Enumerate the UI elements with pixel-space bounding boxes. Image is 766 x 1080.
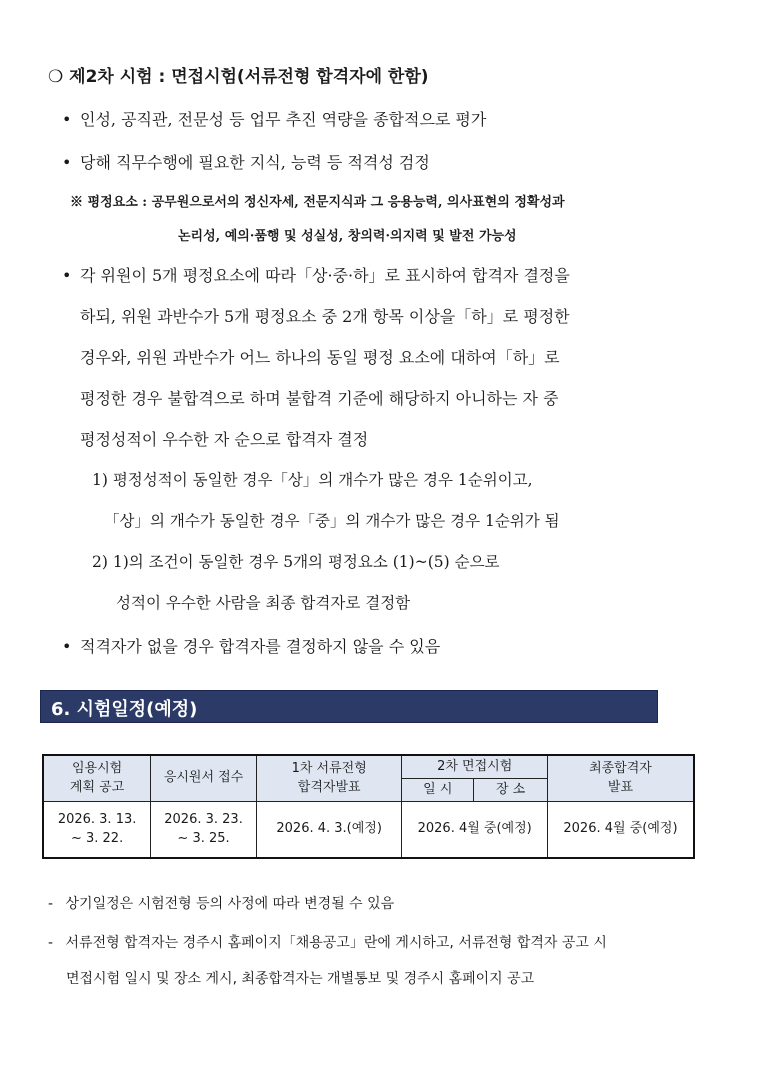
cell-apply bbox=[151, 802, 257, 858]
cell-plan-line1: 2026. 3. 13. bbox=[57, 811, 137, 827]
header-second-place: 장 소 bbox=[474, 778, 548, 801]
bullet-item bbox=[62, 634, 440, 657]
cell-final: 2026. 4월 중(예정) bbox=[547, 802, 694, 858]
bullet-icon: • bbox=[62, 110, 72, 129]
note-text: 상기일정은 시험전형 등의 사정에 따라 변경될 수 있음 bbox=[65, 896, 395, 912]
bullet-item bbox=[62, 263, 570, 286]
cell-plan bbox=[43, 802, 151, 858]
section-title: 6. 시험일정(예정) bbox=[51, 699, 198, 720]
bullet-continuation: 경우와, 위원 과반수가 어느 하나의 동일 평정 요소에 대하여「하」로 bbox=[80, 348, 560, 367]
schedule-table bbox=[42, 754, 695, 859]
schedule-note-1 bbox=[48, 893, 394, 913]
header-first-line2: 합격자발표 bbox=[297, 779, 361, 795]
header-first-line1: 1차 서류전형 bbox=[291, 760, 367, 776]
bullet-text: 적격자가 없을 경우 합격자를 결정하지 않을 수 있음 bbox=[80, 637, 441, 656]
bullet-text: 당해 직무수행에 필요한 지식, 능력 등 적격성 검정 bbox=[80, 153, 430, 172]
bullet-icon: • bbox=[62, 153, 72, 172]
cell-first-stage: 2026. 4. 3.(예정) bbox=[256, 802, 402, 858]
bullet-item bbox=[62, 107, 486, 130]
exam-stage2-heading bbox=[48, 62, 429, 87]
header-first-stage bbox=[256, 755, 402, 802]
header-final-line1: 최종합격자 bbox=[589, 760, 652, 776]
circle-bullet-icon: ❍ bbox=[48, 67, 64, 87]
dash-icon: - bbox=[48, 896, 54, 912]
heading-text: 제2차 시험 : 면접시험(서류전형 합격자에 한함) bbox=[69, 67, 429, 87]
cell-plan-line2: ~ 3. 22. bbox=[70, 830, 124, 846]
bullet-icon: • bbox=[62, 637, 72, 656]
note-text: 서류전형 합격자는 경주시 홈페이지「채용공고」란에 게시하고, 서류전형 합격자 공고 시 bbox=[65, 935, 607, 951]
schedule-note-2-continuation: 면접시험 일시 및 장소 게시, 최종합격자는 개별통보 및 경주시 홈페이지 공고 bbox=[66, 971, 535, 987]
tie-rule-1-line1: 1) 평정성적이 동일한 경우「상」의 개수가 많은 경우 1순위이고, bbox=[92, 471, 533, 489]
header-final-line2: 발표 bbox=[607, 779, 634, 795]
schedule-note-2 bbox=[48, 932, 607, 952]
evaluation-note-line1: ※ 평정요소 : 공무원으로서의 정신자세, 전문지식과 그 응용능력, 의사표현의 정확성과 bbox=[70, 195, 565, 210]
header-plan-line2: 계획 공고 bbox=[69, 779, 125, 795]
section-title-bar bbox=[40, 690, 658, 723]
bullet-icon: • bbox=[62, 266, 72, 285]
header-second-stage: 2차 면접시험 bbox=[402, 755, 548, 778]
bullet-continuation: 평정한 경우 불합격으로 하며 불합격 기준에 해당하지 아니하는 자 중 bbox=[80, 389, 559, 408]
bullet-continuation: 하되, 위원 과반수가 5개 평정요소 중 2개 항목 이상을「하」로 평정한 bbox=[80, 307, 570, 326]
header-final bbox=[547, 755, 694, 802]
evaluation-note-line2: 논리성, 예의·품행 및 성실성, 창의력·의지력 및 발전 가능성 bbox=[178, 229, 517, 244]
dash-icon: - bbox=[48, 935, 54, 951]
tie-rule-2-line2: 성적이 우수한 사람을 최종 합격자로 결정함 bbox=[116, 594, 411, 612]
bullet-text: 인성, 공직관, 전문성 등 업무 추진 역량을 종합적으로 평가 bbox=[80, 110, 487, 129]
header-plan-line1: 임용시험 bbox=[71, 760, 123, 776]
bullet-continuation: 평정성적이 우수한 자 순으로 합격자 결정 bbox=[80, 430, 369, 449]
table-row bbox=[43, 802, 694, 858]
tie-rule-2-line1: 2) 1)의 조건이 동일한 경우 5개의 평정요소 (1)~(5) 순으로 bbox=[92, 553, 500, 571]
tie-rule-1-line2: 「상」의 개수가 동일한 경우「중」의 개수가 많은 경우 1순위가 됨 bbox=[104, 512, 560, 530]
table-header-row bbox=[43, 755, 694, 778]
bullet-item bbox=[62, 150, 430, 173]
cell-second-stage: 2026. 4월 중(예정) bbox=[402, 802, 548, 858]
header-second-date: 일 시 bbox=[402, 778, 474, 801]
cell-apply-line2: ~ 3. 25. bbox=[177, 830, 230, 846]
cell-apply-line1: 2026. 3. 23. bbox=[164, 811, 243, 827]
bullet-text: 각 위원이 5개 평정요소에 따라「상·중·하」로 표시하여 합격자 결정을 bbox=[80, 266, 570, 285]
header-apply: 응시원서 접수 bbox=[151, 755, 257, 802]
header-plan bbox=[43, 755, 151, 802]
